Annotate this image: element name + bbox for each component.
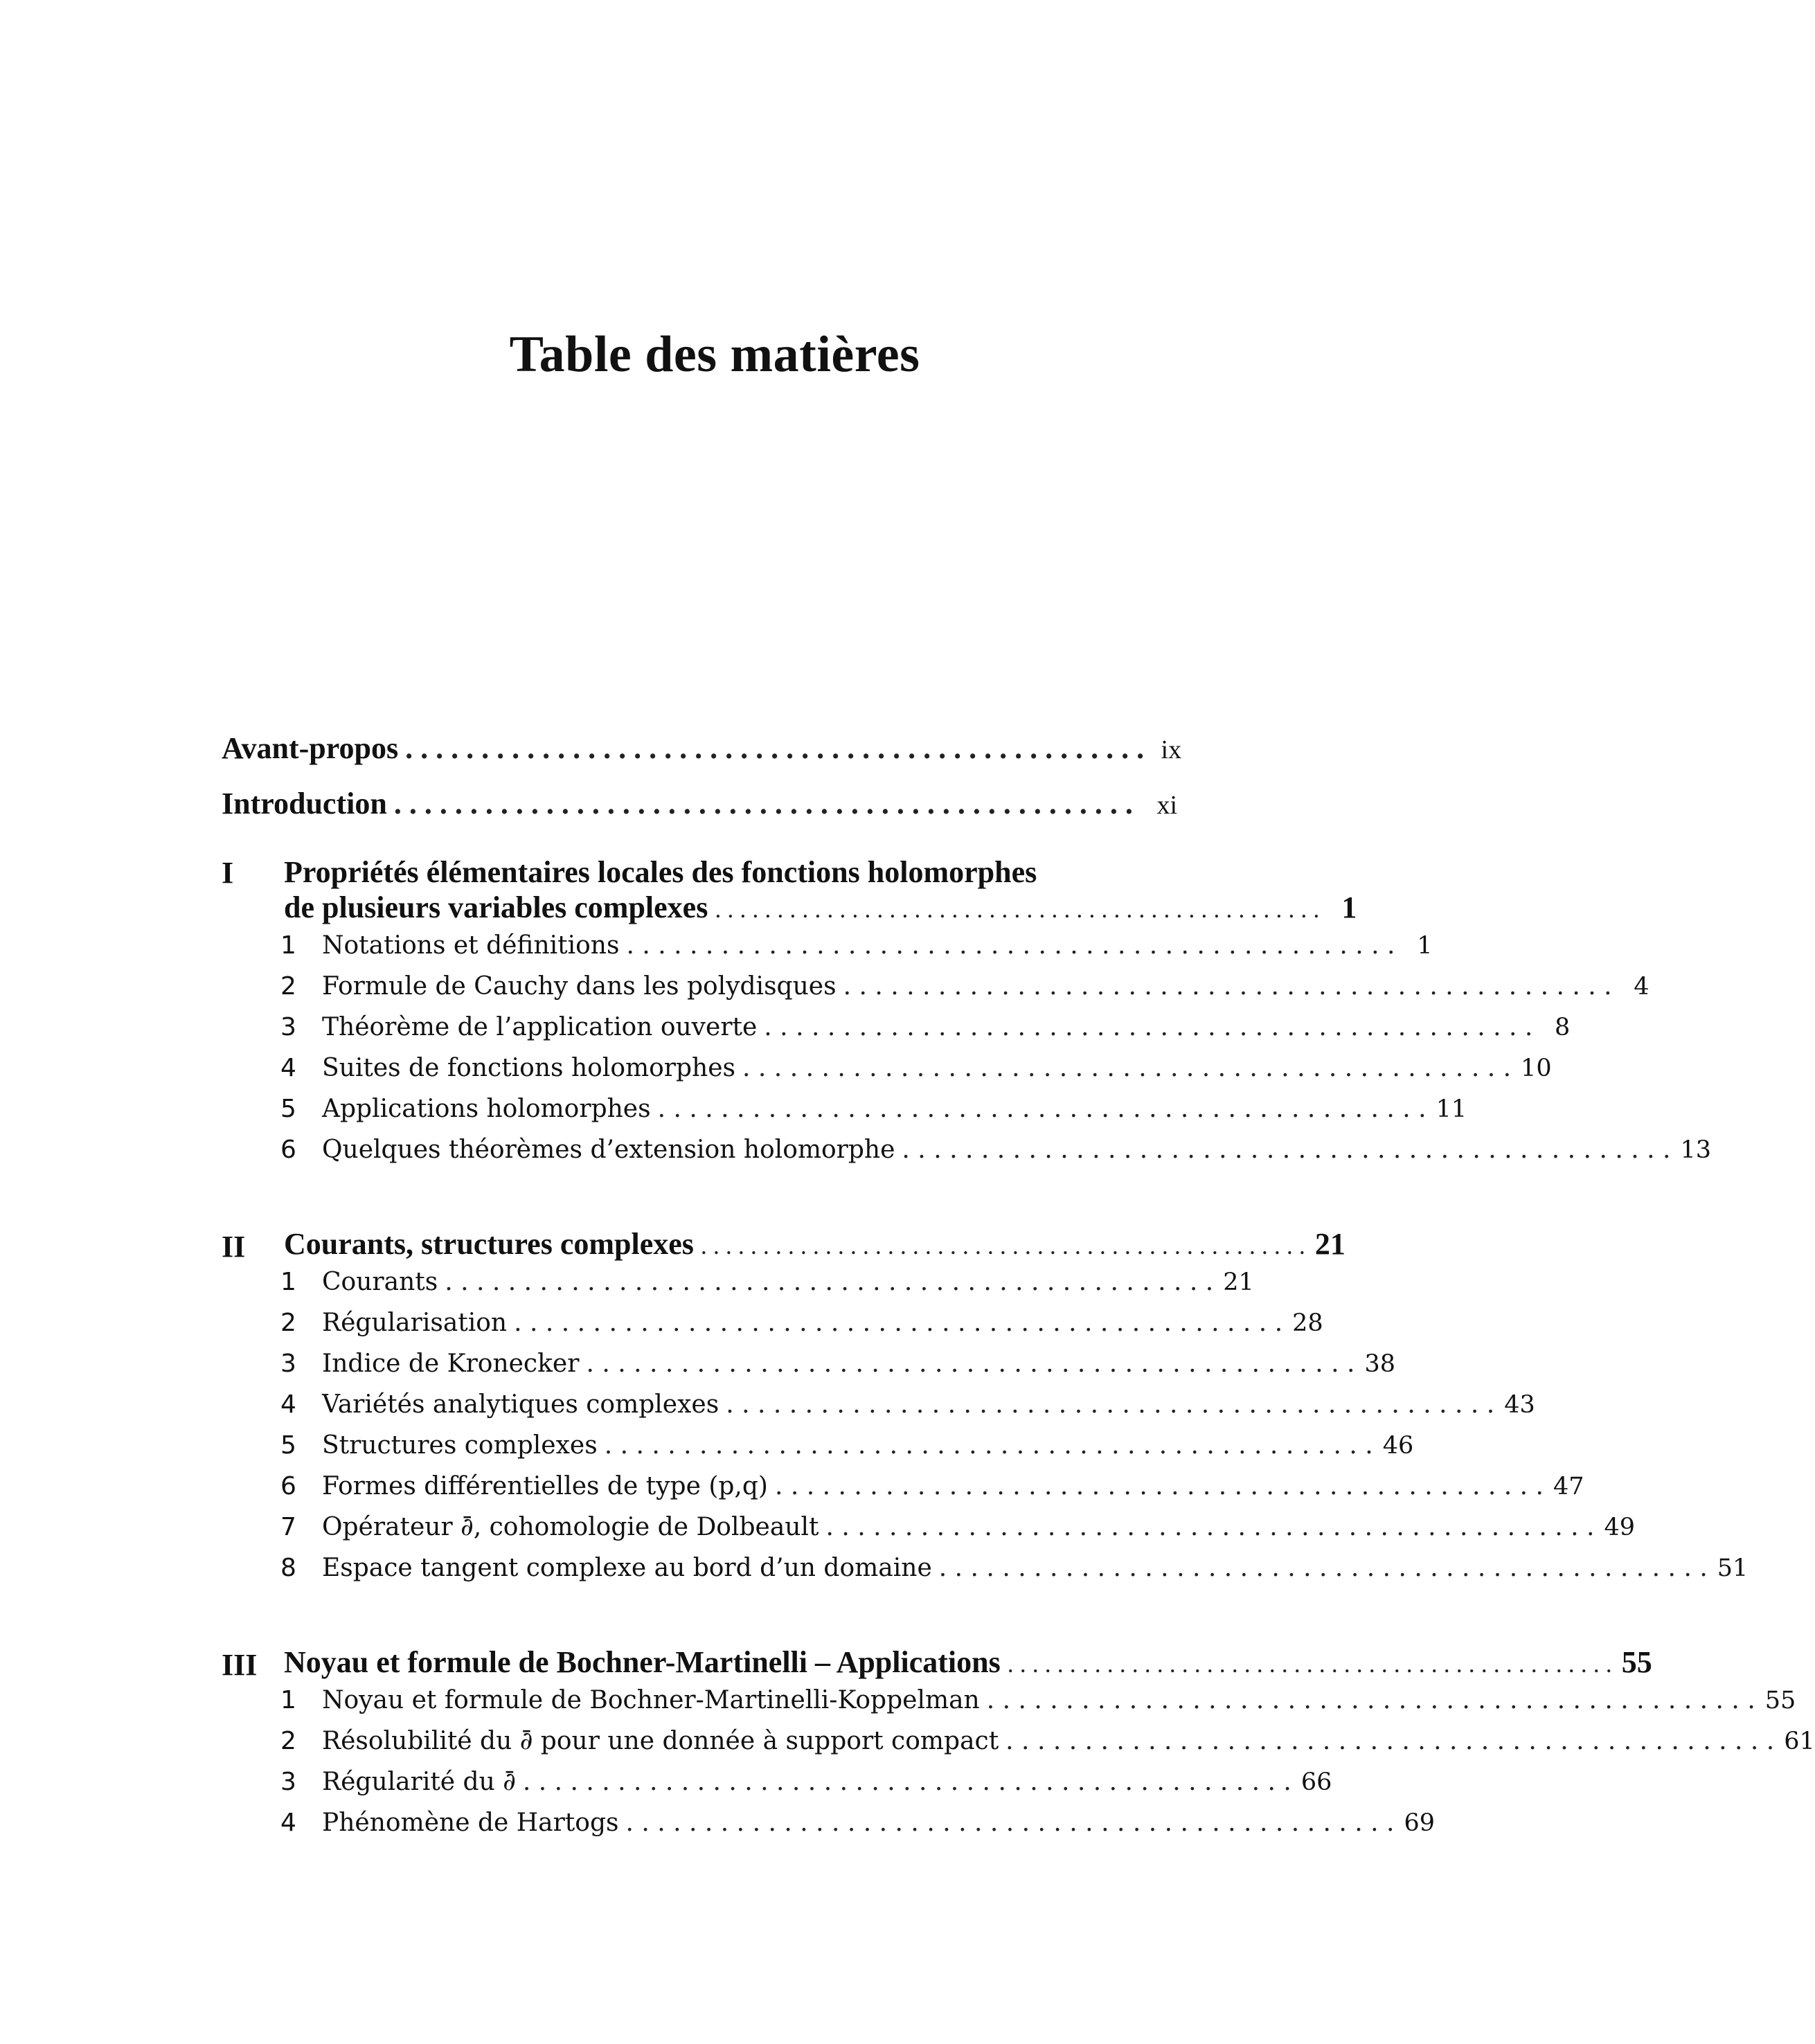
section-page: 43 [1504, 1391, 1535, 1419]
dot-leader: . . . . . . . . . . . . . . . . . . . . . . . . . . . . . . . . . . . . . . . . . . . . . . . . . [405, 731, 1145, 765]
dot-leader: . . . . . . . . . . . . . . . . . . . . . . . . . . . . . . . . . . . . . . . . . . . . . . . . . [522, 1768, 1291, 1796]
section-entry[interactable] [222, 1686, 1796, 1727]
section-entry[interactable] [222, 1390, 1535, 1431]
section-label: Notations et définitions [280, 931, 626, 960]
section-entry[interactable] [222, 1431, 1414, 1472]
chapter-title-line1: Propriétés élémentaires locales des fonctions holomorphes [284, 855, 1037, 889]
section-number: 6 [280, 1472, 296, 1500]
section-number: 5 [280, 1431, 296, 1460]
section-label: Phénomène de Hartogs [280, 1809, 625, 1837]
dot-leader: . . . . . . . . . . . . . . . . . . . . . . . . . . . . . . . . . . . . . . . . . . . . . . . . . [1005, 1727, 1775, 1755]
section-label: Régularité du ∂̄ [280, 1768, 523, 1796]
chapter-title-row [284, 1644, 1652, 1686]
section-number: 2 [280, 1727, 296, 1755]
section-number: 6 [280, 1136, 296, 1164]
section-number: 1 [280, 1268, 296, 1296]
section-entry[interactable] [222, 1554, 1749, 1595]
chapter-title: Courants, structures complexes [284, 1226, 701, 1262]
section-label: Variétés analytiques complexes [280, 1390, 726, 1419]
section-label: Résolubilité du ∂̄ pour une donnée à support compact [280, 1727, 1005, 1755]
section-label: Espace tangent complexe au bord d’un domaine [280, 1554, 939, 1582]
chapter-heading[interactable] [222, 1226, 1345, 1268]
section-entry[interactable] [222, 1513, 1636, 1554]
section-page: 1 [1417, 932, 1433, 960]
section-label: Formes différentielles de type (p,q) [280, 1472, 775, 1500]
section-entry[interactable] [222, 1472, 1584, 1513]
page-title: Table des matières [509, 326, 920, 383]
toc-entry-page: ix [1161, 735, 1182, 764]
section-number: 7 [280, 1513, 296, 1541]
dot-leader: . . . . . . . . . . . . . . . . . . . . . . . . . . . . . . . . . . . . . . . . . . . . . . . . . [514, 1309, 1283, 1337]
chapter-title-row [284, 890, 1357, 931]
section-label: Structures complexes [280, 1431, 605, 1460]
chapter-3 [222, 1644, 1815, 1849]
section-page: 46 [1382, 1432, 1414, 1460]
section-page: 69 [1404, 1809, 1436, 1837]
dot-leader: . . . . . . . . . . . . . . . . . . . . . . . . . . . . . . . . . . . . . . . . . . . . . . . . . [700, 1232, 1305, 1259]
chapter-heading[interactable] [222, 855, 1357, 931]
section-number: 4 [280, 1390, 296, 1419]
section-label: Courants [280, 1268, 445, 1296]
section-entry[interactable] [222, 972, 1649, 1013]
section-label: Opérateur ∂̄, cohomologie de Dolbeault [280, 1513, 825, 1541]
dot-leader: . . . . . . . . . . . . . . . . . . . . . . . . . . . . . . . . . . . . . . . . . . . . . . . . . [938, 1554, 1708, 1582]
chapter-2 [222, 1226, 1749, 1595]
section-page: 61 [1784, 1728, 1815, 1755]
dot-leader: . . . . . . . . . . . . . . . . . . . . . . . . . . . . . . . . . . . . . . . . . . . . . . . . . [843, 972, 1612, 1001]
section-entry[interactable] [222, 1727, 1815, 1768]
section-page: 21 [1223, 1268, 1254, 1296]
section-label: Suites de fonctions holomorphes [280, 1054, 742, 1082]
chapter-number: I [222, 856, 234, 890]
chapter-page: 55 [1621, 1645, 1652, 1679]
dot-leader: . . . . . . . . . . . . . . . . . . . . . . . . . . . . . . . . . . . . . . . . . . . . . . . . . [902, 1136, 1671, 1164]
section-page: 28 [1292, 1309, 1323, 1337]
section-entry[interactable] [222, 931, 1433, 972]
dot-leader: . . . . . . . . . . . . . . . . . . . . . . . . . . . . . . . . . . . . . . . . . . . . . . . . . [742, 1054, 1512, 1082]
section-entry[interactable] [222, 1013, 1571, 1054]
chapter-number: III [222, 1648, 258, 1682]
section-page: 51 [1717, 1554, 1749, 1582]
dot-leader: . . . . . . . . . . . . . . . . . . . . . . . . . . . . . . . . . . . . . . . . . . . . . . . . . [626, 931, 1395, 960]
section-number: 2 [280, 972, 296, 1001]
dot-leader: . . . . . . . . . . . . . . . . . . . . . . . . . . . . . . . . . . . . . . . . . . . . . . . . . [604, 1431, 1373, 1460]
dot-leader: . . . . . . . . . . . . . . . . . . . . . . . . . . . . . . . . . . . . . . . . . . . . . . . . . [764, 1013, 1533, 1041]
chapter-title-line2: de plusieurs variables complexes [284, 890, 715, 925]
toc-entry-avant-propos[interactable] [222, 730, 1182, 786]
section-number: 3 [280, 1013, 296, 1041]
section-label: Applications holomorphes [280, 1095, 658, 1123]
section-page: 4 [1634, 973, 1649, 1001]
section-entry[interactable] [222, 1809, 1436, 1849]
chapter-number: II [222, 1230, 246, 1264]
chapter-heading[interactable] [222, 1644, 1652, 1686]
section-page: 13 [1680, 1136, 1711, 1164]
section-number: 4 [280, 1054, 296, 1082]
dot-leader: . . . . . . . . . . . . . . . . . . . . . . . . . . . . . . . . . . . . . . . . . . . . . . . . . [445, 1268, 1214, 1296]
section-label: Indice de Kronecker [280, 1350, 586, 1378]
dot-leader: . . . . . . . . . . . . . . . . . . . . . . . . . . . . . . . . . . . . . . . . . . . . . . . . . [726, 1390, 1495, 1419]
section-label: Noyau et formule de Bochner-Martinelli-Koppelman [280, 1686, 987, 1714]
toc-entry-label: Avant-propos [222, 730, 405, 766]
section-page: 38 [1364, 1350, 1395, 1378]
chapter-title: Noyau et formule de Bochner-Martinelli – Applications [284, 1644, 1008, 1680]
section-entry[interactable] [222, 1136, 1711, 1176]
chapter-spacer [222, 1176, 1177, 1212]
section-number: 1 [280, 1686, 296, 1714]
section-page: 47 [1553, 1473, 1584, 1500]
chapter-title-row [284, 1226, 1345, 1268]
section-label: Théorème de l’application ouverte [280, 1013, 764, 1041]
dot-leader: . . . . . . . . . . . . . . . . . . . . . . . . . . . . . . . . . . . . . . . . . . . . . . . . . [825, 1513, 1595, 1541]
dot-leader: . . . . . . . . . . . . . . . . . . . . . . . . . . . . . . . . . . . . . . . . . . . . . . . . . [586, 1350, 1355, 1378]
section-number: 8 [280, 1554, 296, 1582]
dot-leader: . . . . . . . . . . . . . . . . . . . . . . . . . . . . . . . . . . . . . . . . . . . . . . . . . [986, 1686, 1755, 1714]
section-page: 66 [1300, 1768, 1332, 1796]
section-page: 11 [1436, 1095, 1467, 1123]
dot-leader: . . . . . . . . . . . . . . . . . . . . . . . . . . . . . . . . . . . . . . . . . . . . . . . . . [625, 1809, 1395, 1837]
dot-leader: . . . . . . . . . . . . . . . . . . . . . . . . . . . . . . . . . . . . . . . . . . . . . . . . . [774, 1472, 1544, 1500]
section-number: 3 [280, 1350, 296, 1378]
section-number: 4 [280, 1809, 296, 1837]
chapter-1 [222, 855, 1711, 1176]
section-entry[interactable] [222, 1268, 1254, 1309]
toc-entry-page: xi [1156, 791, 1177, 820]
section-number: 1 [280, 931, 296, 960]
chapter-page: 1 [1341, 890, 1357, 924]
chapter-page: 21 [1314, 1227, 1345, 1261]
dot-leader: . . . . . . . . . . . . . . . . . . . . . . . . . . . . . . . . . . . . . . . . . . . . . . . . . [657, 1095, 1427, 1123]
section-number: 5 [280, 1095, 296, 1123]
toc-entry-introduction[interactable] [222, 786, 1177, 841]
dot-leader: . . . . . . . . . . . . . . . . . . . . . . . . . . . . . . . . . . . . . . . . . . . . . . . . . [393, 787, 1133, 821]
section-page: 10 [1521, 1055, 1552, 1082]
section-entry[interactable] [222, 1054, 1552, 1095]
section-number: 2 [280, 1309, 296, 1337]
chapter-spacer [222, 1595, 1177, 1631]
toc-entry-label: Introduction [222, 786, 394, 821]
dot-leader: . . . . . . . . . . . . . . . . . . . . . . . . . . . . . . . . . . . . . . . . . . . . . . . . . [715, 895, 1320, 923]
section-entry[interactable] [222, 1768, 1332, 1809]
table-of-contents [222, 730, 1815, 1849]
section-label: Formule de Cauchy dans les polydisques [280, 972, 843, 1001]
section-page: 8 [1555, 1014, 1571, 1041]
section-entry[interactable] [222, 1309, 1323, 1350]
section-label: Régularisation [280, 1309, 514, 1337]
section-page: 49 [1604, 1514, 1636, 1541]
section-page: 55 [1764, 1687, 1796, 1714]
section-number: 3 [280, 1768, 296, 1796]
section-label: Quelques théorèmes d’extension holomorphe [280, 1136, 902, 1164]
section-entry[interactable] [222, 1095, 1467, 1136]
section-entry[interactable] [222, 1350, 1395, 1390]
dot-leader: . . . . . . . . . . . . . . . . . . . . . . . . . . . . . . . . . . . . . . . . . . . . . . . . . [1007, 1650, 1612, 1678]
